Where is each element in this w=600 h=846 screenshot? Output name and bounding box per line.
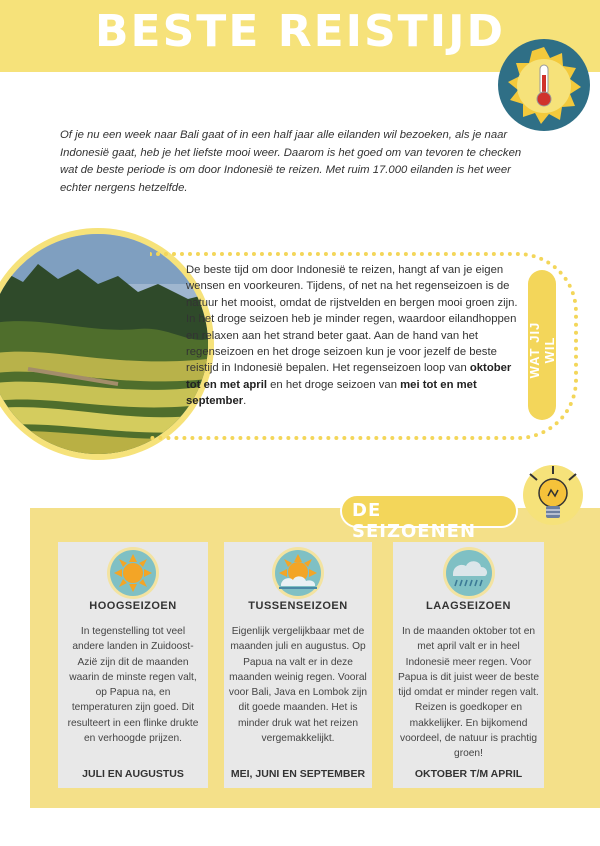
season-title: LAAGSEIZOEN	[426, 600, 511, 612]
lightbulb-icon	[522, 464, 584, 536]
thermometer-icon	[497, 38, 591, 132]
wish-label: WAT JIJ WIL	[527, 321, 557, 379]
season-period: JULI EN AUGUSTUS	[82, 768, 184, 780]
sun-cloud-icon	[271, 546, 325, 600]
sun-icon	[106, 546, 160, 600]
season-title: HOOGSEIZOEN	[89, 600, 177, 612]
wish-paragraph: De beste tijd om door Indonesië te reizen, hangt af van je eigen wensen en voorkeuren. Tijdens, of net na het regenseizoen is de natuur het mooist, omdat de rijstvelden en bergen mooi groen zijn. In het droge seizoen heb je minder regen, waardoor eilandhoppen en relaxen aan het strand beter gaat. Aan de hand van het regenseizoen en het droge seizoen kun je voor jezelf de beste reistijd in Indonesië bepalen. Het regenseizoen loop van oktober tot en met april en het droge seizoen van mei tot en met september.	[186, 264, 518, 407]
season-description: In de maanden oktober tot en met april valt er in heel Indonesië meer regen. Voor Papua is dit juist weer de beste tijd omdat er minder regen valt. Reizen is goedkoper en makkelijker. En bijkomend voordeel, de natuur is prachtig groen!	[397, 626, 539, 760]
season-period: OKTOBER T/M APRIL	[414, 768, 523, 780]
intro-paragraph: Of je nu een week naar Bali gaat of in een half jaar alle eilanden wil bezoeken, als je naar Indonesië gaat, heb je het liefste mooi weer. Daarom is het goed om van tevoren te checken wat de beste periode is om door Indonesië te reizen. Met ruim 17.000 eilanden is het weer echter nergens hetzelfde.	[60, 129, 522, 194]
rain-cloud-icon	[442, 546, 496, 600]
season-description: In tegenstelling tot veel andere landen in Zuidoost-Azië zijn dit de maanden waarin de minste regen valt, op Papua na, en temperaturen zijn goed. Dit resulteert in een flinke drukte en verhoogde prijzen.	[67, 626, 199, 745]
page-title: BESTE REISTIJD	[95, 6, 505, 57]
season-period: MEI, JUNI EN SEPTEMBER	[230, 768, 366, 780]
season-title: TUSSENSEIZOEN	[248, 600, 348, 612]
season-description: Eigenlijk vergelijkbaar met de maanden juli en augustus. Op Papua na valt er in deze maanden weinig regen. Vooral voor Bali, Java en Lombok zijn dit goede maanden. Het is minder druk wat het reizen vergemakkelijkt.	[228, 626, 368, 745]
seasons-heading: DE SEIZOENEN	[352, 500, 477, 542]
